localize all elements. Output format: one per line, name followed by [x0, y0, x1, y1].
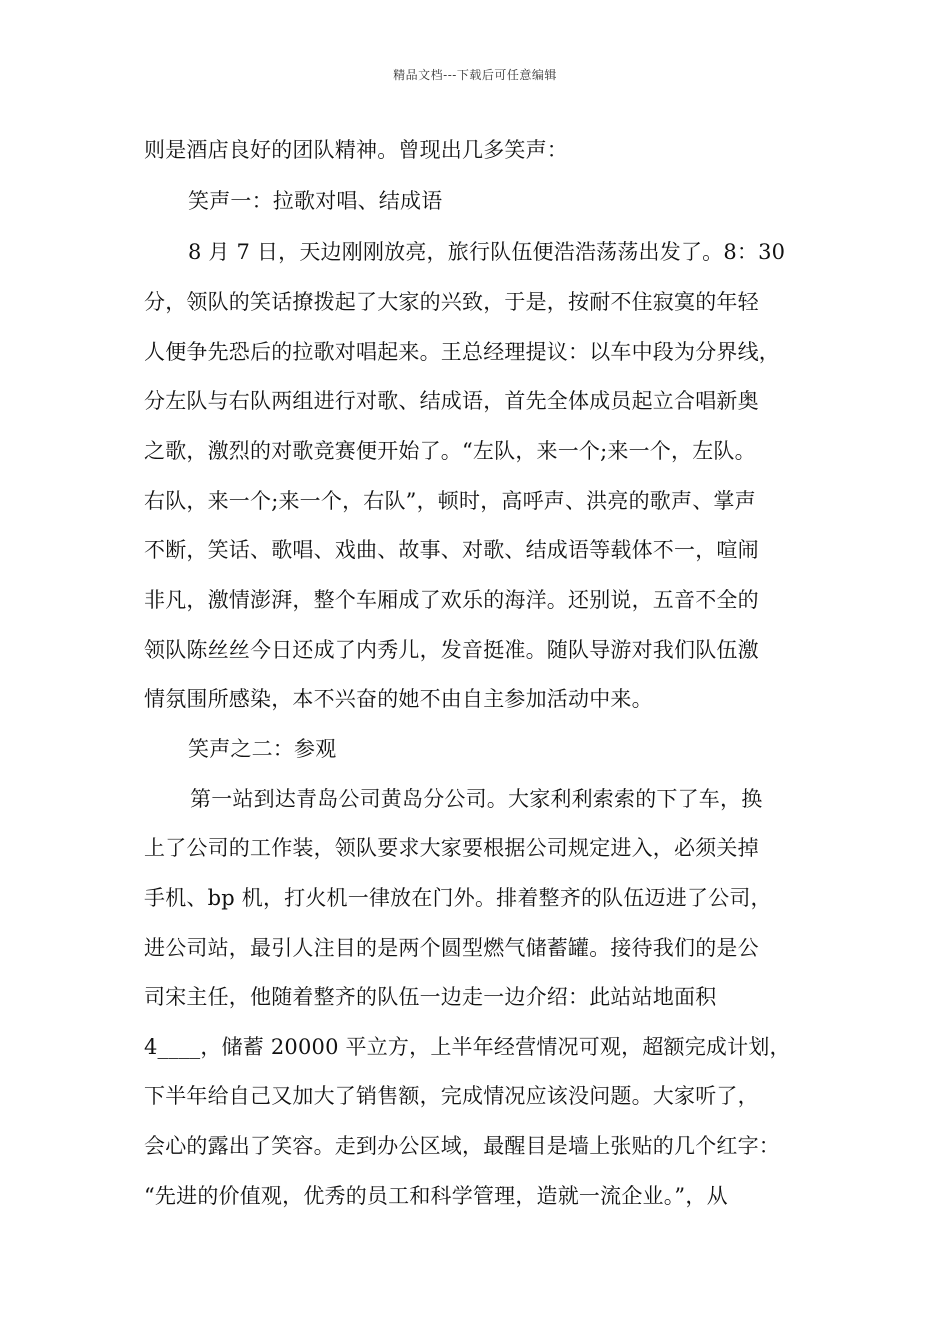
- text-line: “先进的价值观，优秀的员工和科学管理，造就一流企业。”，从: [144, 1184, 728, 1208]
- text-line: 进公司站，最引人注目的是两个圆型燃气储蓄罐。接待我们的是公: [144, 936, 759, 960]
- text-line: 则是酒店良好的团队精神。曾现出几多笑声：: [144, 138, 568, 162]
- text-line: 人便争先恐后的拉歌对唱起来。王总经理提议：以车中段为分界线，: [144, 340, 780, 364]
- text-line: 情氛围所感染，本不兴奋的她不由自主参加活动中来。: [144, 687, 653, 711]
- page-header: 精品文档---下载后可任意编辑: [393, 68, 557, 82]
- text-line: 非凡，激情澎湃，整个车厢成了欢乐的海洋。还别说，五音不全的: [144, 588, 759, 612]
- text-line: 上了公司的工作装，领队要求大家要根据公司规定进入，必须关掉: [144, 836, 759, 860]
- text-line: 司宋主任，他随着整齐的队伍一边走一边介绍：此站站地面积: [144, 985, 717, 1009]
- text-line: 8 月 7 日，天边刚刚放亮，旅行队伍便浩浩荡荡出发了。8：30: [188, 240, 786, 264]
- text-line: 领队陈丝丝今日还成了内秀儿，发音挺准。随队导游对我们队伍激: [144, 638, 759, 662]
- text-line: 4____，储蓄 20000 平立方，上半年经营情况可观，超额完成计划，: [144, 1035, 791, 1059]
- text-line: 不断，笑话、歌唱、戏曲、故事、对歌、结成语等载体不一，喧闹: [144, 538, 759, 562]
- text-line: 分，领队的笑话撩拨起了大家的兴致，于是，按耐不住寂寞的年轻: [144, 290, 759, 314]
- text-line: 会心的露出了笑容。走到办公区域，最醒目是墙上张贴的几个红字：: [144, 1134, 780, 1158]
- text-line: 手机、bp 机，打火机一律放在门外。排着整齐的队伍迈进了公司，: [144, 886, 772, 910]
- text-line: 下半年给自己又加大了销售额，完成情况应该没问题。大家听了，: [144, 1084, 759, 1108]
- text-line: 第一站到达青岛公司黄岛分公司。大家利利索索的下了车，换: [190, 787, 763, 811]
- text-line: 分左队与右队两组进行对歌、结成语，首先全体成员起立合唱新奥: [144, 389, 759, 413]
- text-line: 右队，来一个;来一个，右队”，顿时，高呼声、洪亮的歌声、掌声: [144, 489, 756, 513]
- section-heading: 笑声一：拉歌对唱、结成语: [188, 189, 443, 213]
- text-line: 之歌，激烈的对歌竞赛便开始了。“左队，来一个;来一个，左队。: [144, 439, 756, 463]
- section-heading: 笑声之二：参观: [188, 737, 337, 761]
